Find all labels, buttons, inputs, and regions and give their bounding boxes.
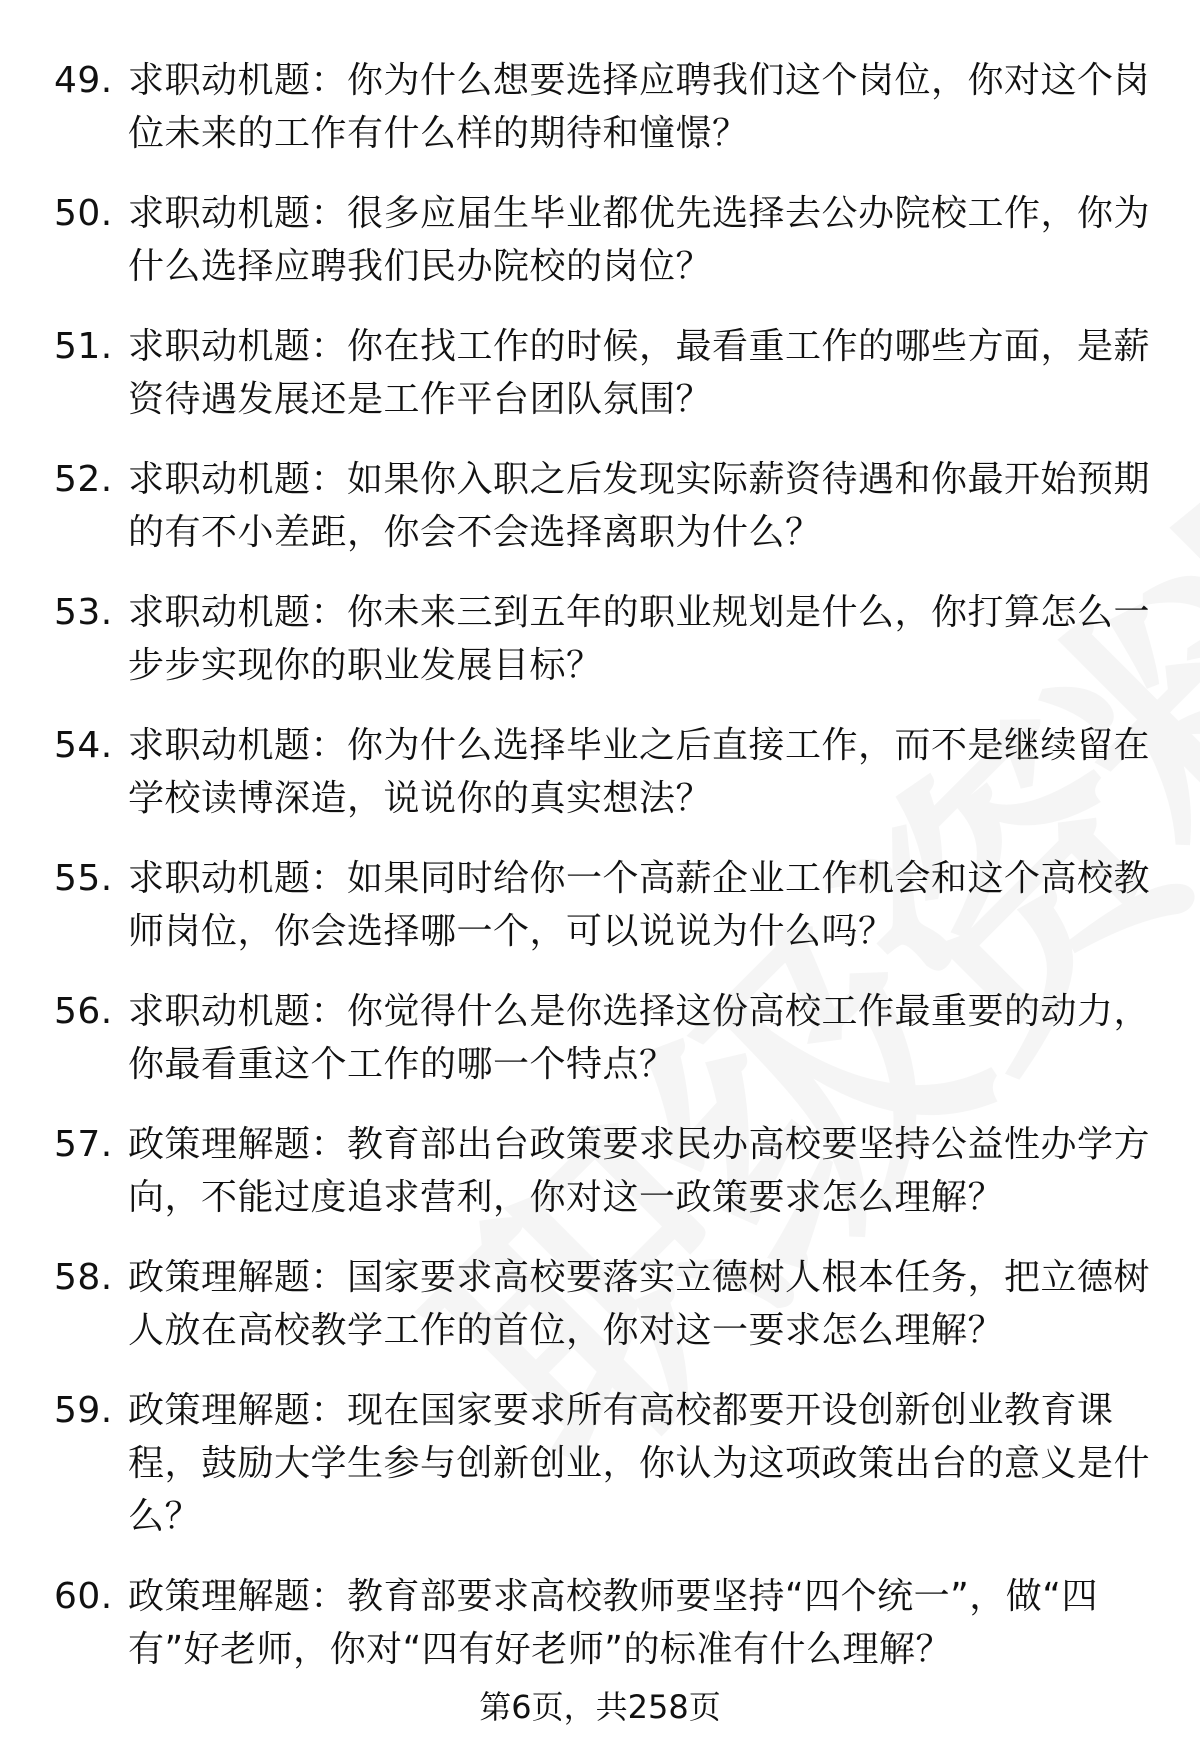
question-text: 求职动机题：你未来三到五年的职业规划是什么，你打算怎么一步步实现你的职业发展目标？ — [128, 592, 1151, 686]
question-number: 60. — [54, 1576, 113, 1617]
question-number: 51. — [54, 326, 113, 367]
question-number: 53. — [54, 592, 113, 633]
list-item — [54, 187, 1154, 293]
question-text: 求职动机题：很多应届生毕业都优先选择去公办院校工作，你为什么选择应聘我们民办院校的岗位？ — [128, 193, 1151, 287]
question-number: 54. — [54, 725, 113, 766]
question-number: 55. — [54, 858, 113, 899]
page-number: 第6页，共258页 — [479, 1688, 721, 1726]
question-number: 56. — [54, 991, 113, 1032]
list-item — [54, 320, 1154, 426]
question-text: 求职动机题：你在找工作的时候，最看重工作的哪些方面，是薪资待遇发展还是工作平台团队氛围？ — [128, 326, 1151, 420]
question-text: 政策理解题：教育部要求高校教师要坚持“四个统一”，做“四有”好老师，你对“四有好老师”的标准有什么理解？ — [128, 1576, 1098, 1670]
question-number: 57. — [54, 1124, 113, 1165]
list-item — [54, 852, 1154, 958]
question-text: 政策理解题：国家要求高校要落实立德树人根本任务，把立德树人放在高校教学工作的首位，你对这一要求怎么理解？ — [128, 1257, 1151, 1351]
question-text: 求职动机题：如果同时给你一个高薪企业工作机会和这个高校教师岗位，你会选择哪一个，可以说说为什么吗？ — [128, 858, 1151, 952]
question-number: 58. — [54, 1257, 113, 1298]
question-text: 求职动机题：你为什么想要选择应聘我们这个岗位，你对这个岗位未来的工作有什么样的期待和憧憬？ — [128, 60, 1151, 154]
question-text: 政策理解题：现在国家要求所有高校都要开设创新创业教育课程，鼓励大学生参与创新创业，你认为这项政策出台的意义是什么？ — [128, 1390, 1151, 1537]
question-text: 求职动机题：你为什么选择毕业之后直接工作，而不是继续留在学校读博深造，说说你的真实想法？ — [128, 725, 1151, 819]
question-number: 50. — [54, 193, 113, 234]
list-item — [54, 1384, 1154, 1543]
list-item — [54, 719, 1154, 825]
question-text: 求职动机题：你觉得什么是你选择这份高校工作最重要的动力，你最看重这个工作的哪一个特点？ — [128, 991, 1151, 1085]
question-number: 49. — [54, 60, 113, 101]
list-item — [54, 586, 1154, 692]
list-item — [54, 1570, 1154, 1676]
question-list — [54, 54, 1154, 1703]
list-item — [54, 1251, 1154, 1357]
question-text: 政策理解题：教育部出台政策要求民办高校要坚持公益性办学方向，不能过度追求营利，你对这一政策要求怎么理解？ — [128, 1124, 1151, 1218]
list-item — [54, 54, 1154, 160]
list-item — [54, 985, 1154, 1091]
question-text: 求职动机题：如果你入职之后发现实际薪资待遇和你最开始预期的有不小差距，你会不会选择离职为什么？ — [128, 459, 1151, 553]
list-item — [54, 453, 1154, 559]
question-number: 59. — [54, 1390, 113, 1431]
question-number: 52. — [54, 459, 113, 500]
list-item — [54, 1118, 1154, 1224]
